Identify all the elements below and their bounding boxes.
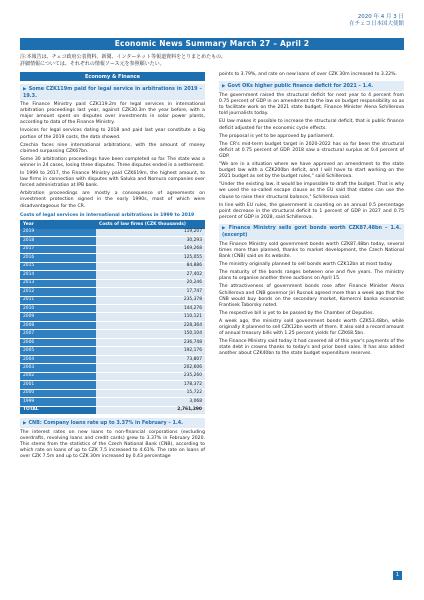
article-body-deficit: [219, 93, 404, 221]
article-body-legal-services: [20, 102, 205, 210]
article-body-bonds: [219, 242, 404, 358]
cost-cell: 84,886: [96, 262, 205, 270]
paragraph: The CR's mid-term budget target in 2020-2022 has so far been the structural deficit at 0.75 percent of GDP. 2018 saw a structural surplus at 0.4 percent of GDP.: [219, 141, 404, 159]
paragraph: The maturity of the bonds ranges between one and five years. The ministry plans to organise another three auctions on April 15.: [219, 270, 404, 282]
year-cell: 2010: [20, 305, 96, 313]
table-row: [20, 296, 205, 304]
article-heading-deficit: [219, 81, 404, 91]
table-row: [20, 237, 205, 245]
paragraph: The attractiveness of government bonds rose after Finance Minister Alena Schillerova and CNB governor Jiri Rusnok agreed more than a week ago that the CNB would buy bonds on the secondary market, Komercni banka economist Frantisek Taborsky noted.: [219, 284, 404, 308]
table-row: [20, 305, 205, 313]
paragraph: "Under the existing law, it would be impossible to draft the budget. That is why we used the so-called escape clause as the EU said that states can use the clause to raise their structural balance," Schillerova said.: [219, 182, 404, 200]
table-caption: Costs of legal services in international arbitrations in 1999 to 2019: [20, 212, 205, 221]
cost-cell: 169,268: [96, 245, 205, 253]
section-heading: Economy & Finance: [20, 72, 205, 81]
table-row: [20, 321, 205, 329]
year-cell: 2001: [20, 381, 96, 389]
cost-cell: 228,364: [96, 321, 205, 329]
paragraph: The Finance Ministry said today it had covered all of this year's payments of the state debt in crowns thanks to today's and prior bond sales. It has also added another about CZK40bn to the state budget expenditure reserves.: [219, 339, 404, 357]
cost-cell: 15,722: [96, 389, 205, 397]
year-cell: 2004: [20, 355, 96, 363]
disclaimer-note: [20, 54, 404, 68]
cost-cell: 30,293: [96, 237, 205, 245]
article-body-loans-rate: [20, 430, 205, 460]
legal-costs-table: [20, 212, 205, 416]
article-heading-legal-services: [20, 84, 205, 100]
disclaimer-line-1: 注:本報告は、チェコ政府公表資料、新聞、インターネット等報道資料をとりまとめたもの。: [20, 54, 226, 60]
article-heading-bonds: [219, 224, 404, 240]
year-cell: 2006: [20, 338, 96, 346]
table-row: [20, 389, 205, 397]
year-cell: 2018: [20, 237, 96, 245]
table-row: [20, 271, 205, 279]
year-cell: 2002: [20, 372, 96, 380]
table-row: [20, 254, 205, 262]
cost-cell: 125,055: [96, 254, 205, 262]
year-cell: 2007: [20, 330, 96, 338]
year-cell: 2008: [20, 321, 96, 329]
left-column: [20, 72, 205, 463]
triangle-icon: ▶: [23, 86, 27, 92]
table-row: [20, 398, 205, 406]
paragraph: Invoices for legal services dating to 2018 and paid last year constitute a big portion of the 2019 costs, the data showed.: [20, 128, 205, 140]
paragraph: The respective bill is yet to be passed by the Chamber of Deputies.: [219, 310, 374, 316]
cost-cell: 202,606: [96, 364, 205, 372]
paragraph: EU law makes it possible to increase the structural deficit, that is public finance deficit adjusted for the economic cycle effects.: [219, 119, 404, 131]
paragraph: points to 3.79%, and rate on new loans of over CZK 30m increased to 3.22%.: [219, 72, 397, 77]
cost-cell: 20,246: [96, 279, 205, 287]
article-continuation: [219, 72, 404, 78]
table-row: [20, 372, 205, 380]
page-title: Economic News Summary March 27 – April 2: [20, 38, 404, 50]
total-value: 2,761,290: [96, 406, 205, 414]
cost-cell: 17,747: [96, 288, 205, 296]
table-row: [20, 279, 205, 287]
triangle-icon: ▶: [222, 226, 227, 232]
year-cell: 2000: [20, 389, 96, 397]
article-heading-loans-rate: [20, 418, 205, 428]
paragraph: The Finance Ministry sold government bonds worth CZK87.48bn today, several times more than planned, thanks to market development, the Czech National Bank (CNB) said on its website.: [219, 241, 404, 260]
paragraph: Czechia faces nine international arbitrations, with the amount of money claimed surpassing CZK67bn.: [20, 142, 205, 154]
article-title: Govt OKs higher public finance deficit for 2021 – 1.4.: [227, 82, 374, 89]
cost-cell: 119,207: [96, 229, 205, 237]
year-cell: 2015: [20, 262, 96, 270]
paragraph: "We are in a situation where we have approved an amendment to the state budget law with a CZK200bn deficit, and I will have to start working on the 2021 budget as set by the budget rules," said Schillerova.: [219, 162, 404, 180]
page-number: 1: [393, 571, 402, 580]
table-row: [20, 330, 205, 338]
triangle-icon: ▶: [23, 420, 27, 426]
paragraph: The Finance Ministry paid CZK119.2m for legal services in international arbitration proceedings last year, against CZK30.3m the year before, with a major amount spent on disputes over investments in solar power plants, according to data of the Finance Ministry.: [20, 102, 205, 126]
article-title: Finance Ministry sells govt bonds worth CZK87.48bn – 1.4. (excerpt): [222, 225, 401, 239]
cost-cell: 150,104: [96, 330, 205, 338]
cost-cell: 3,068: [96, 398, 205, 406]
issuer: 在チェコ日本国大使館: [349, 21, 404, 27]
table-row: [20, 355, 205, 363]
table-row: [20, 288, 205, 296]
year-cell: 2012: [20, 288, 96, 296]
article-title: Some CZK119m paid for legal service in arbitrations in 2019 – 19.3.: [23, 85, 202, 99]
paragraph: A week ago, the ministry sold government bonds worth CZK53.48bn, while originally it planned to sell CZK12bn worth of them. It also sold a record amount of annual treasury bills with 1.25 percent yields for CZK68.5bn.: [219, 318, 404, 337]
paragraph: The ministry originally planned to sell bonds worth CZK12bn at most today.: [219, 262, 393, 268]
triangle-icon: ▶: [222, 83, 226, 89]
paragraph: Arbitration proceedings are mostly a consequence of agreements on investment protection signed in the early 1990s, most of which were disadvantageous for the CR.: [20, 191, 205, 209]
header-date-block: [349, 14, 404, 28]
table-row: [20, 364, 205, 372]
paragraph: The proposal is yet to be approved by parliament.: [219, 133, 335, 139]
table-row: [20, 262, 205, 270]
column-header-year: Year: [20, 220, 96, 229]
table-row: [20, 245, 205, 253]
cost-cell: 235,260: [96, 372, 205, 380]
paragraph: Some 30 arbitration proceedings have been completed so far. The state was a winner in 24 cases, losing three disputes. Three disputes ended in a settlement.: [20, 156, 205, 168]
table-row: [20, 381, 205, 389]
cost-cell: 27,402: [96, 271, 205, 279]
disclaimer-line-2: 詳細情報については、それぞれの情報ソース元を参照願いたい。: [20, 61, 165, 67]
article-title: CNB: Company loans rate up to 3.37% in February – 1.4.: [28, 419, 183, 426]
year-cell: 2013: [20, 279, 96, 287]
table-row: [20, 338, 205, 346]
year-cell: 2003: [20, 364, 96, 372]
cost-cell: 192,176: [96, 347, 205, 355]
cost-cell: 236,748: [96, 338, 205, 346]
cost-cell: 144,276: [96, 305, 205, 313]
report-date: 2020 年 4 月 3 日: [357, 14, 404, 20]
right-column: [219, 72, 404, 359]
paragraph: In line with EU rules, the government is counting on an annual 0.5 percentage point decrease in the structural deficit to 1 percent of GDP in 2027 and 0.75 percent of GDP in 2028, said Schillerova.: [219, 202, 404, 220]
column-header-cost: Costs of law firms (CZK thousands): [96, 220, 205, 229]
paragraph: In 1999 to 2017, the Finance Ministry paid CZK619m, the highest amount, to law firms in connection with disputes with Saluka and Nomura companies over forced administration at IPB bank.: [20, 171, 205, 189]
year-cell: 2019: [20, 229, 96, 237]
total-label: TOTAL: [20, 406, 96, 414]
year-cell: 2017: [20, 245, 96, 253]
table-total-row: [20, 406, 205, 414]
table-row: [20, 229, 205, 237]
cost-cell: 73,807: [96, 355, 205, 363]
year-cell: 2005: [20, 347, 96, 355]
year-cell: 1999: [20, 398, 96, 406]
year-cell: 2009: [20, 313, 96, 321]
year-cell: 2011: [20, 296, 96, 304]
paragraph: The interest rates on new loans to non-financial corporations (excluding overdrafts, revolving loans and credit cards) grew to 3.37% in February 2020. This stems from the statistics of the Czech National Bank (CNB), according to which rate on loans of up to CZK 7.5 increased to 4.61%. The rate on loans of over CZK 7.5m and up to CZK 30m increased by 0.43 percentage: [20, 430, 205, 460]
paragraph: The government raised the structural deficit for next year to 4 percent from 0.75 percent of GDP in an amendment to the law on budget responsibility so as to facilitate work on the 2021 state budget, Finance Minister Alena Schillerova told journalists today.: [219, 93, 404, 117]
year-cell: 2014: [20, 271, 96, 279]
cost-cell: 110,121: [96, 313, 205, 321]
table-row: [20, 313, 205, 321]
year-cell: 2016: [20, 254, 96, 262]
cost-cell: 178,372: [96, 381, 205, 389]
cost-cell: 235,378: [96, 296, 205, 304]
table-row: [20, 347, 205, 355]
